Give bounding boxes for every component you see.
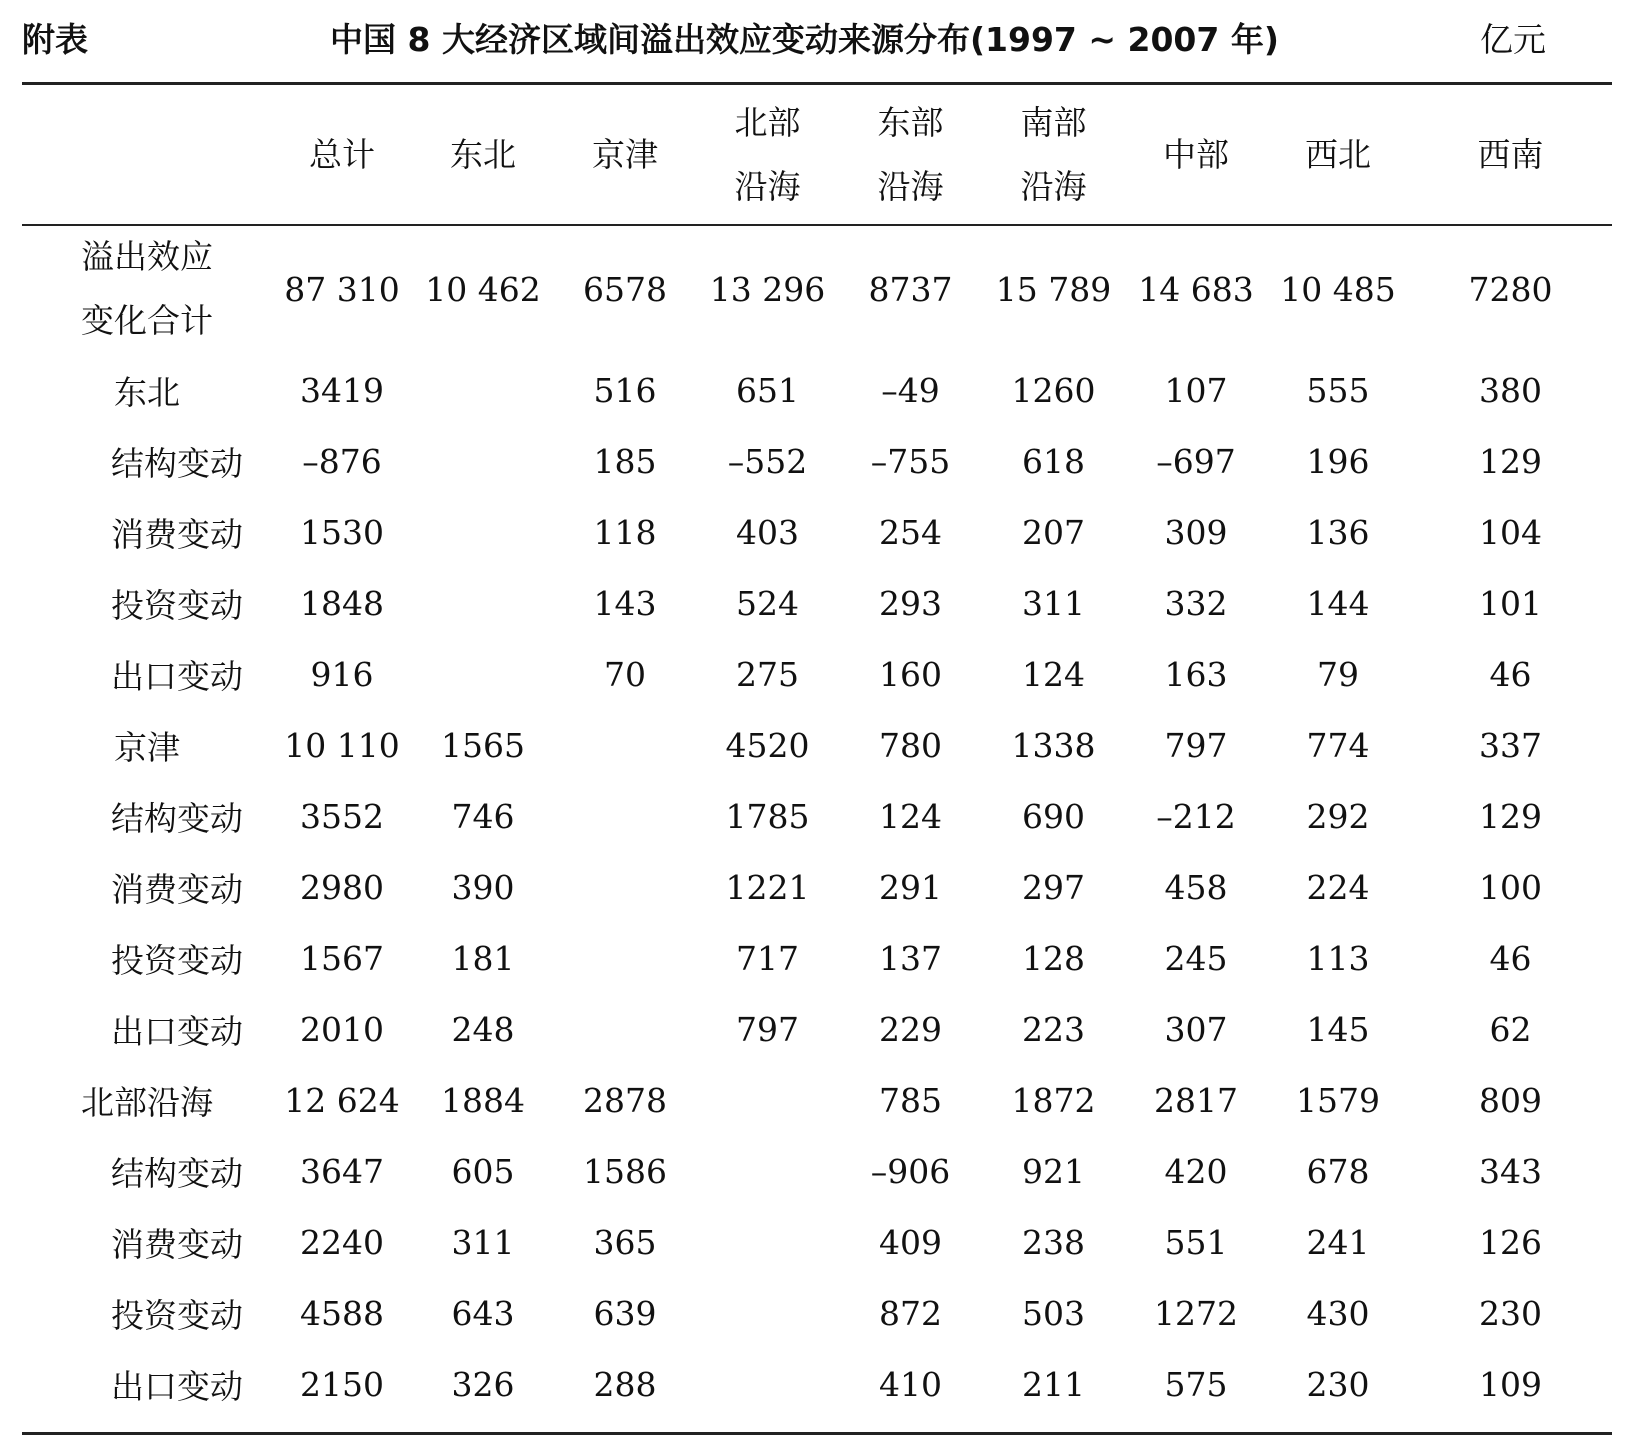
table-cell: 275 bbox=[736, 655, 799, 694]
table-cell: 1567 bbox=[300, 939, 384, 978]
table-cell: 136 bbox=[1306, 513, 1370, 552]
sub-row bbox=[22, 923, 1612, 994]
table-cell: –906 bbox=[870, 1152, 951, 1191]
table-cell: 87 310 bbox=[284, 269, 400, 309]
table-cell: 797 bbox=[1164, 726, 1228, 765]
table-cell: 10 110 bbox=[284, 726, 400, 765]
table-cell: 7280 bbox=[1468, 269, 1553, 309]
row-label: 溢出效应 变化合计 bbox=[81, 237, 213, 340]
table-label: 附表 bbox=[22, 20, 88, 59]
table-cell: 128 bbox=[1022, 939, 1085, 978]
table-cell bbox=[412, 497, 554, 568]
table-cell: 1884 bbox=[441, 1081, 525, 1120]
row-label: 出口变动 bbox=[111, 1012, 243, 1051]
table-cell: 124 bbox=[879, 797, 942, 836]
table-cell: 774 bbox=[1306, 726, 1370, 765]
table-cell: 15 789 bbox=[995, 269, 1112, 309]
table-cell: 185 bbox=[593, 442, 657, 481]
table-cell: 403 bbox=[736, 513, 799, 552]
table-cell: 107 bbox=[1164, 371, 1228, 410]
table-cell: 2878 bbox=[583, 1081, 667, 1120]
sub-row bbox=[22, 426, 1612, 497]
table-cell: –49 bbox=[881, 371, 940, 410]
sub-row bbox=[22, 568, 1612, 639]
table-cell: 109 bbox=[1479, 1365, 1542, 1404]
table-cell: 6578 bbox=[583, 269, 667, 309]
total-row bbox=[22, 223, 1612, 355]
table-cell: 70 bbox=[604, 655, 646, 694]
table-cell: 380 bbox=[1479, 371, 1542, 410]
table-cell bbox=[412, 639, 554, 710]
header-corner bbox=[22, 86, 272, 223]
sub-row bbox=[22, 781, 1612, 852]
sub-row bbox=[22, 1349, 1612, 1420]
table-cell: 311 bbox=[451, 1223, 515, 1262]
table-cell: 196 bbox=[1306, 442, 1370, 481]
table-cell: 916 bbox=[310, 655, 374, 694]
table-cell: 872 bbox=[879, 1294, 942, 1333]
top-rule bbox=[22, 82, 1612, 85]
table-cell: –552 bbox=[727, 442, 808, 481]
table-cell: –876 bbox=[302, 442, 382, 481]
table-title: 中国 8 大经济区域间溢出效应变动来源分布(1997 ~ 2007 年) bbox=[330, 20, 1279, 59]
table-cell: 1579 bbox=[1296, 1081, 1380, 1120]
table-cell: 326 bbox=[451, 1365, 515, 1404]
table-cell: 129 bbox=[1479, 797, 1542, 836]
table-cell: 13 296 bbox=[709, 269, 826, 309]
table-cell: 288 bbox=[593, 1365, 657, 1404]
table-cell bbox=[696, 1136, 839, 1207]
table-cell: 2150 bbox=[300, 1365, 384, 1404]
table-cell: 104 bbox=[1479, 513, 1542, 552]
table-cell: 2010 bbox=[300, 1010, 384, 1049]
row-label: 投资变动 bbox=[111, 586, 243, 625]
column-header: 西北 bbox=[1305, 134, 1371, 174]
table-cell: 1586 bbox=[583, 1152, 667, 1191]
table-cell: 10 462 bbox=[425, 269, 541, 309]
table-cell: 555 bbox=[1306, 371, 1370, 410]
table-cell: 2240 bbox=[300, 1223, 384, 1262]
table-cell: 332 bbox=[1164, 584, 1228, 623]
table-cell: 79 bbox=[1317, 655, 1359, 694]
table-cell: 1338 bbox=[1011, 726, 1096, 765]
table-cell bbox=[696, 1207, 839, 1278]
bottom-rule bbox=[22, 1432, 1612, 1435]
table-cell: 137 bbox=[879, 939, 942, 978]
table-cell: 101 bbox=[1479, 584, 1542, 623]
table-cell: 651 bbox=[736, 371, 799, 410]
table-cell: 230 bbox=[1479, 1294, 1542, 1333]
table-cell: 785 bbox=[879, 1081, 942, 1120]
table-cell: 1565 bbox=[441, 726, 525, 765]
row-label: 消费变动 bbox=[111, 870, 243, 909]
table-cell: 113 bbox=[1306, 939, 1370, 978]
table-cell: 297 bbox=[1022, 868, 1085, 907]
row-label: 京津 bbox=[114, 728, 180, 767]
table-cell bbox=[696, 1065, 839, 1136]
table-cell: 503 bbox=[1022, 1294, 1085, 1333]
table-cell: 145 bbox=[1306, 1010, 1370, 1049]
unit-label: 亿元 bbox=[1480, 20, 1546, 59]
table-cell: 797 bbox=[736, 1010, 799, 1049]
table-cell: 163 bbox=[1164, 655, 1228, 694]
table-cell: 223 bbox=[1022, 1010, 1085, 1049]
column-header: 南部 沿海 bbox=[1020, 102, 1087, 206]
table-cell bbox=[696, 1278, 839, 1349]
table-cell: 245 bbox=[1164, 939, 1228, 978]
header-row bbox=[22, 86, 1612, 223]
table-cell: 3552 bbox=[300, 797, 384, 836]
row-label: 东北 bbox=[114, 373, 180, 412]
table-cell: 809 bbox=[1479, 1081, 1542, 1120]
table-cell: 1785 bbox=[725, 797, 810, 836]
table-cell bbox=[554, 994, 696, 1065]
column-header: 东北 bbox=[450, 134, 516, 174]
table-cell: 409 bbox=[879, 1223, 942, 1262]
table-cell: 46 bbox=[1489, 939, 1532, 978]
table-cell: 207 bbox=[1022, 513, 1085, 552]
table-cell: 2817 bbox=[1154, 1081, 1238, 1120]
table-cell: 4588 bbox=[300, 1294, 384, 1333]
column-header: 京津 bbox=[592, 134, 658, 174]
table-cell: 678 bbox=[1306, 1152, 1370, 1191]
table-cell: 126 bbox=[1479, 1223, 1542, 1262]
table-cell bbox=[554, 923, 696, 994]
spillover-table bbox=[22, 86, 1612, 1420]
table-cell: 921 bbox=[1022, 1152, 1085, 1191]
region-row bbox=[22, 710, 1612, 781]
table-cell: 248 bbox=[451, 1010, 515, 1049]
table-cell: 420 bbox=[1164, 1152, 1228, 1191]
sub-row bbox=[22, 994, 1612, 1065]
row-label: 出口变动 bbox=[111, 657, 243, 696]
column-header: 中部 bbox=[1163, 134, 1229, 174]
table-cell bbox=[554, 781, 696, 852]
table-cell: 365 bbox=[593, 1223, 657, 1262]
table-cell bbox=[554, 852, 696, 923]
table-cell: 241 bbox=[1306, 1223, 1370, 1262]
row-label: 投资变动 bbox=[111, 1296, 243, 1335]
table-caption bbox=[22, 14, 1611, 64]
row-label: 结构变动 bbox=[111, 799, 243, 838]
table-cell: 1221 bbox=[725, 868, 810, 907]
sub-row bbox=[22, 1136, 1612, 1207]
sub-row bbox=[22, 639, 1612, 710]
table-cell: 1260 bbox=[1011, 371, 1096, 410]
table-cell bbox=[412, 568, 554, 639]
row-label: 北部沿海 bbox=[81, 1083, 213, 1122]
table-cell: 144 bbox=[1306, 584, 1370, 623]
table-cell: 1530 bbox=[300, 513, 384, 552]
table-cell: 118 bbox=[593, 513, 657, 552]
table-cell: 211 bbox=[1022, 1365, 1085, 1404]
table-cell: 551 bbox=[1164, 1223, 1228, 1262]
table-cell: 181 bbox=[451, 939, 515, 978]
table-cell: 160 bbox=[879, 655, 942, 694]
table-cell: 292 bbox=[1306, 797, 1370, 836]
table-cell: 309 bbox=[1164, 513, 1228, 552]
table-cell: 4520 bbox=[725, 726, 810, 765]
sub-row bbox=[22, 1278, 1612, 1349]
region-row bbox=[22, 355, 1612, 426]
column-header: 东部 沿海 bbox=[877, 102, 944, 206]
table-cell: 643 bbox=[451, 1294, 515, 1333]
row-label: 结构变动 bbox=[111, 444, 243, 483]
table-cell: 390 bbox=[451, 868, 515, 907]
column-header: 西南 bbox=[1477, 134, 1544, 174]
table-cell bbox=[554, 710, 696, 781]
table-cell: 639 bbox=[593, 1294, 657, 1333]
column-header: 北部 沿海 bbox=[734, 102, 801, 206]
table-cell: 430 bbox=[1306, 1294, 1370, 1333]
table-cell: 293 bbox=[879, 584, 942, 623]
table-cell: –755 bbox=[870, 442, 951, 481]
table-cell bbox=[412, 355, 554, 426]
table-cell: 12 624 bbox=[284, 1081, 400, 1120]
table-cell: 100 bbox=[1479, 868, 1542, 907]
table-cell: –697 bbox=[1156, 442, 1236, 481]
table-cell: 1272 bbox=[1154, 1294, 1238, 1333]
table-cell: 1872 bbox=[1011, 1081, 1096, 1120]
table-cell: 3419 bbox=[300, 371, 384, 410]
table-cell: 143 bbox=[593, 584, 657, 623]
table-cell: 618 bbox=[1022, 442, 1085, 481]
table-cell: 14 683 bbox=[1138, 269, 1254, 309]
table-cell: 717 bbox=[736, 939, 799, 978]
table-cell: 690 bbox=[1022, 797, 1085, 836]
table-cell: 229 bbox=[879, 1010, 942, 1049]
table-cell: 2980 bbox=[300, 868, 384, 907]
sub-row bbox=[22, 497, 1612, 568]
table-cell: 8737 bbox=[868, 269, 953, 309]
table-cell: 3647 bbox=[300, 1152, 384, 1191]
row-label: 出口变动 bbox=[111, 1367, 243, 1406]
region-row bbox=[22, 1065, 1612, 1136]
table-cell: 254 bbox=[879, 513, 942, 552]
table-cell: 224 bbox=[1306, 868, 1370, 907]
table-cell: 458 bbox=[1164, 868, 1228, 907]
table-cell: 343 bbox=[1479, 1152, 1542, 1191]
table-cell: 605 bbox=[451, 1152, 515, 1191]
table-cell: 524 bbox=[736, 584, 799, 623]
table-cell bbox=[696, 1349, 839, 1420]
table-cell: 337 bbox=[1479, 726, 1542, 765]
sub-row bbox=[22, 1207, 1612, 1278]
table-cell: 307 bbox=[1164, 1010, 1228, 1049]
table-cell: 124 bbox=[1022, 655, 1085, 694]
row-label: 投资变动 bbox=[111, 941, 243, 980]
table-cell: 1848 bbox=[300, 584, 384, 623]
table-cell: 311 bbox=[1022, 584, 1085, 623]
table-cell: 230 bbox=[1306, 1365, 1370, 1404]
row-label: 消费变动 bbox=[111, 1225, 243, 1264]
table-cell: 410 bbox=[879, 1365, 942, 1404]
table-cell: 291 bbox=[879, 868, 942, 907]
table-cell: 238 bbox=[1022, 1223, 1085, 1262]
table-cell: 62 bbox=[1489, 1010, 1532, 1049]
table-cell: –212 bbox=[1156, 797, 1236, 836]
table-cell: 746 bbox=[451, 797, 515, 836]
table-cell: 46 bbox=[1489, 655, 1532, 694]
row-label: 结构变动 bbox=[111, 1154, 243, 1193]
table-cell: 516 bbox=[593, 371, 657, 410]
table-cell: 575 bbox=[1164, 1365, 1228, 1404]
table-cell bbox=[412, 426, 554, 497]
table-cell: 129 bbox=[1479, 442, 1542, 481]
table-cell: 10 485 bbox=[1280, 269, 1396, 309]
table-cell: 780 bbox=[879, 726, 942, 765]
sub-row bbox=[22, 852, 1612, 923]
column-header: 总计 bbox=[309, 134, 375, 174]
row-label: 消费变动 bbox=[111, 515, 243, 554]
